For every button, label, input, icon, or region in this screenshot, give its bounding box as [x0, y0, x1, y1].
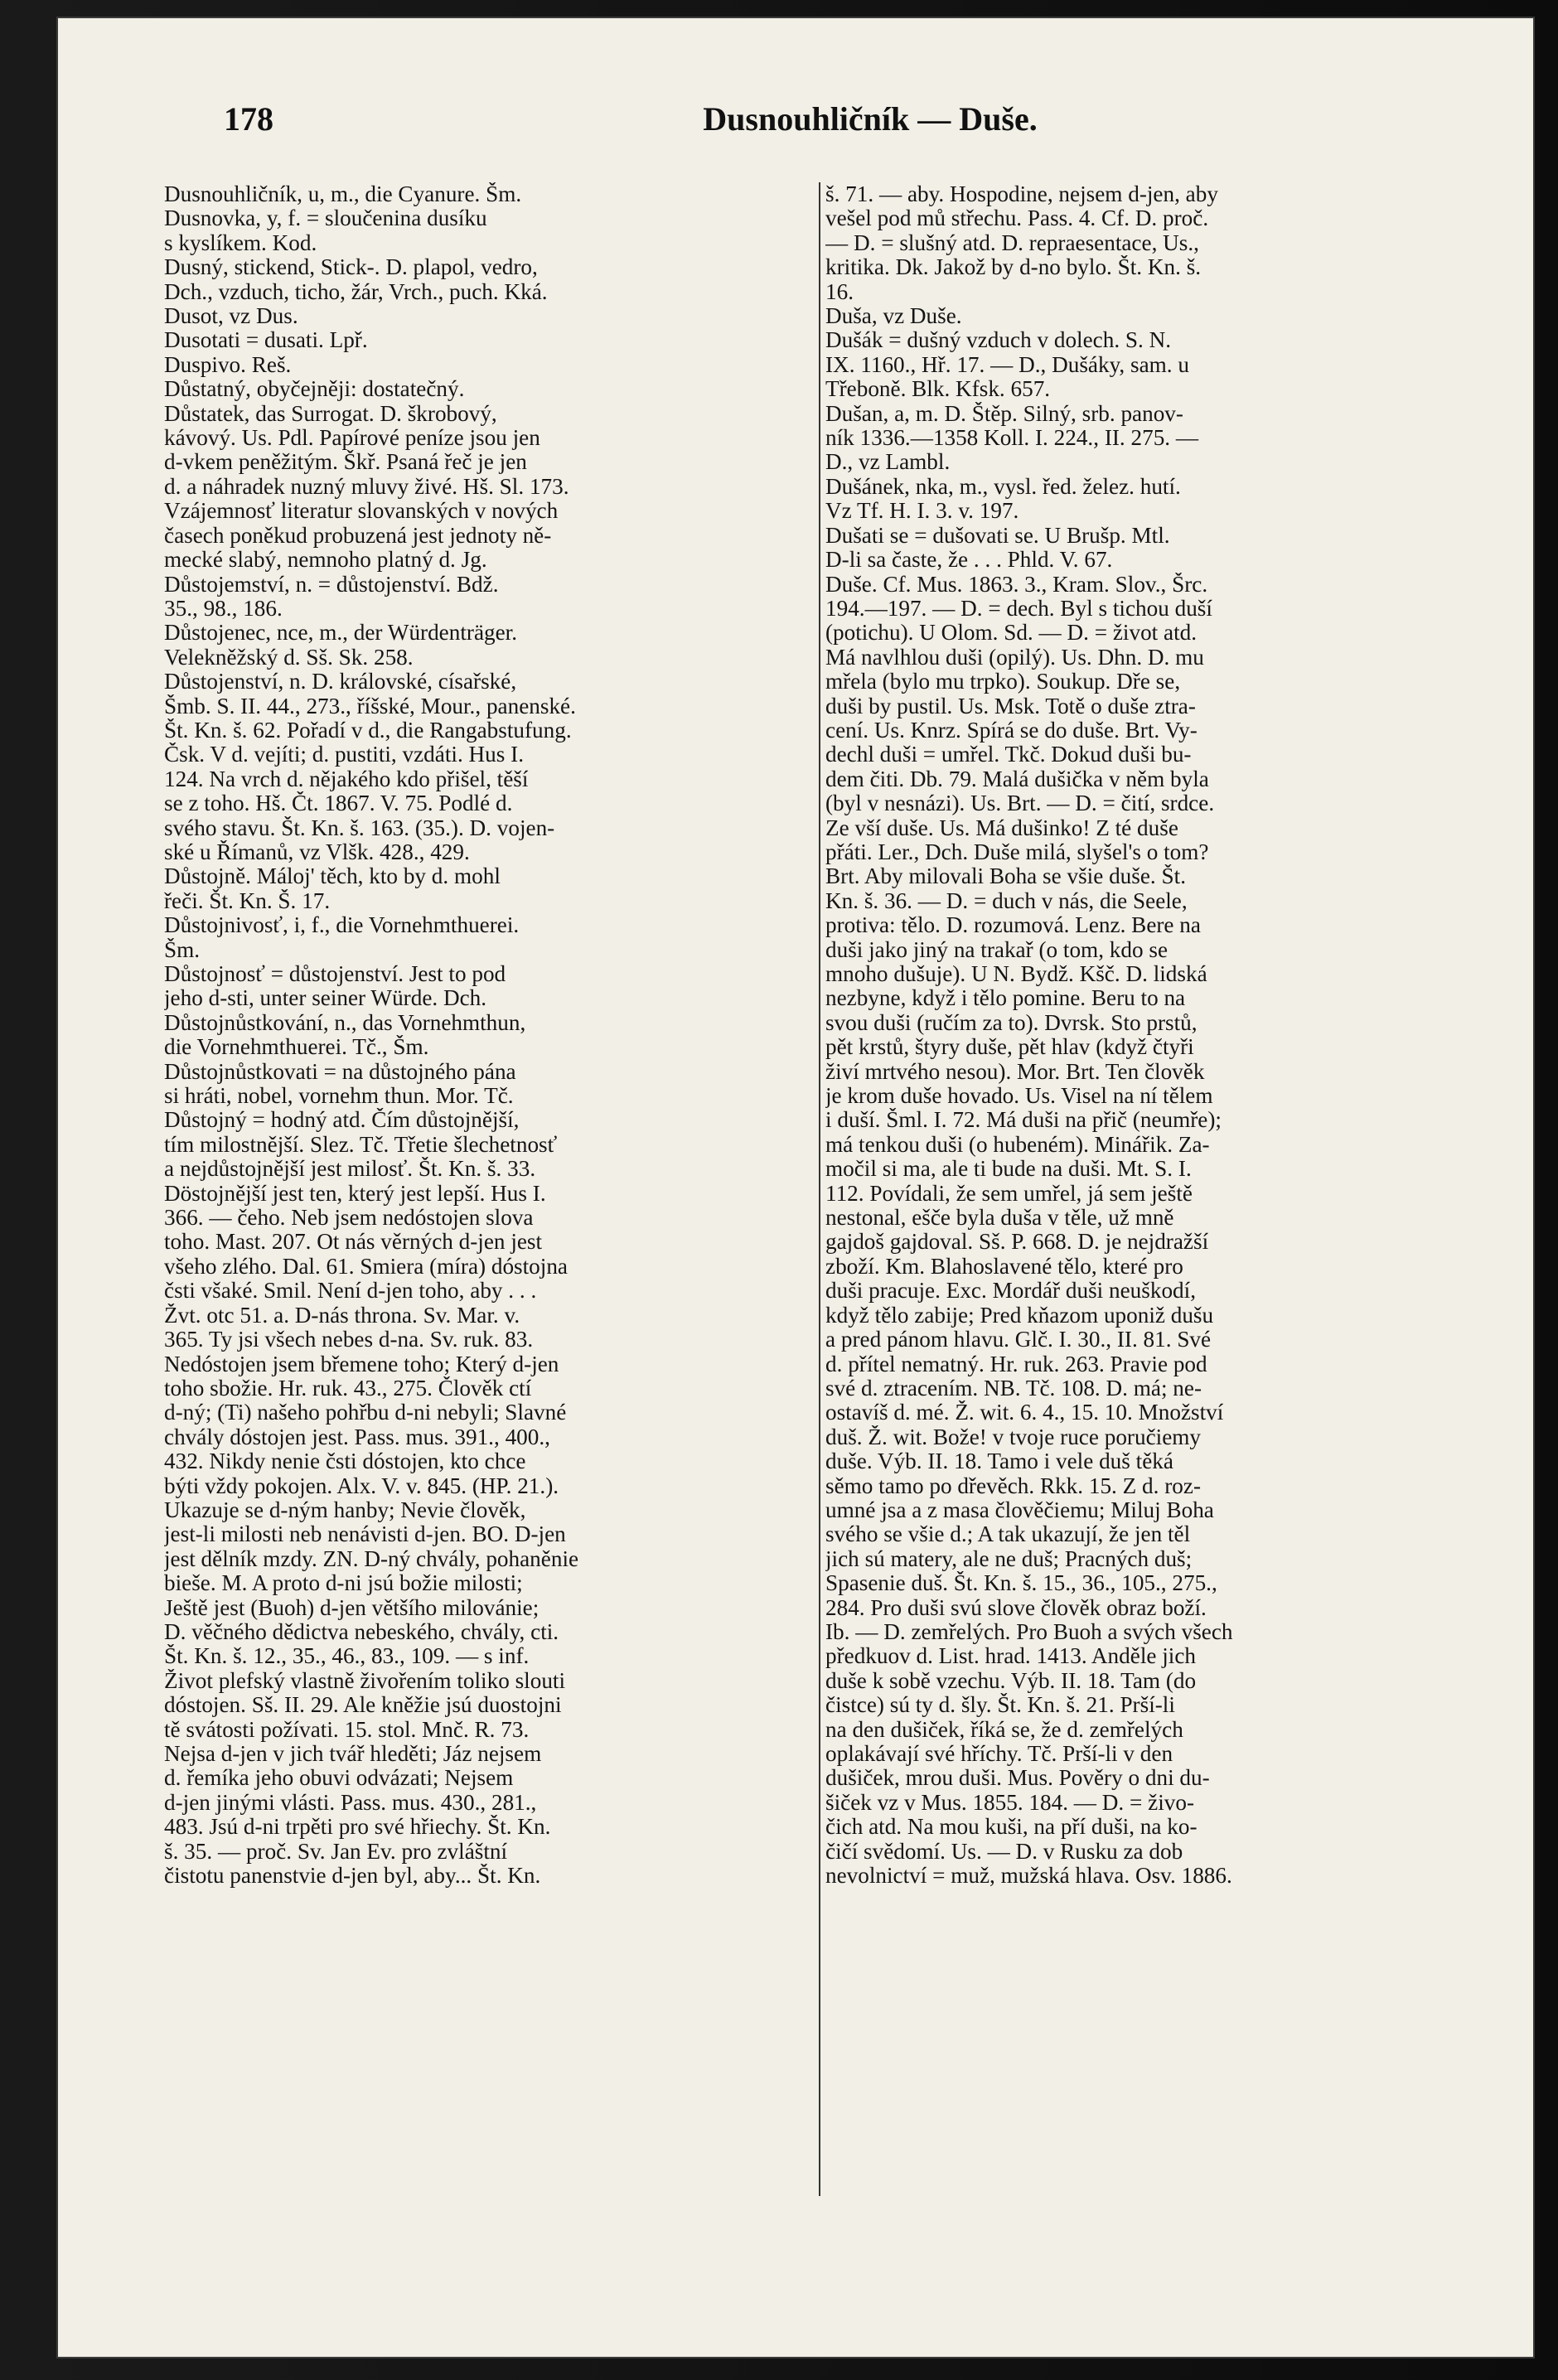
left-column-line: Dusný, stickend, Stick-. D. plapol, vedro, — [164, 255, 538, 280]
left-column-line: jeho d-sti, unter seiner Würde. Dch. — [164, 986, 487, 1011]
left-column-line: jest dělník mzdy. ZN. D-ný chvály, pohaněnie — [164, 1546, 579, 1571]
right-column-line: D-li sa časte, že . . . Phld. V. 67. — [825, 548, 1113, 573]
left-column-line: d. a náhradek nuzný mluvy živé. Hš. Sl. 173. — [164, 474, 569, 499]
left-column-line: Ukazuje se d-ným hanby; Nevie člověk, — [164, 1497, 526, 1522]
right-column-line: Dušánek, nka, m., vysl. řed. želez. hutí. — [825, 474, 1181, 499]
right-column-line: 194.—197. — D. = dech. Byl s tichou duší — [825, 596, 1212, 621]
left-column-line: Dusnouhličník, u, m., die Cyanure. Šm. — [164, 182, 522, 206]
right-column-line: duše k sobě vzechu. Výb. II. 18. Tam (do — [825, 1668, 1197, 1693]
right-column-line: (byl v nesnázi). Us. Brt. — D. = čití, srdce. — [825, 791, 1215, 816]
right-column-line: sěmo tamo po dřevěch. Rkk. 15. Z d. roz- — [825, 1473, 1202, 1498]
left-column-line: d-vkem peněžitým. Škř. Psaná řeč je jen — [164, 450, 527, 475]
left-column-line: d-jen jinými vlásti. Pass. mus. 430., 281., — [164, 1790, 537, 1815]
left-column-line: š. 35. — proč. Sv. Jan Ev. pro zvláštní — [164, 1839, 508, 1864]
left-column-line: kávový. Us. Pdl. Papírové peníze jsou jen — [164, 426, 540, 451]
left-column-line: Dusot, vz Dus. — [164, 304, 298, 329]
left-column-line: Dusotati = dusati. Lpř. — [164, 328, 368, 353]
right-column-line: d. přítel nematný. Hr. ruk. 263. Pravie pod — [825, 1352, 1207, 1376]
left-column-line: Vzájemnosť literatur slovanských v nových — [164, 499, 559, 524]
left-column-line: Důstojnůstkovati = na důstojného pána — [164, 1059, 516, 1084]
left-column-line: a nejdůstojnější jest milosť. Št. Kn. š. 33. — [164, 1157, 536, 1182]
right-column-line: duš. Ž. wit. Bože! v tvoje ruce poručiemy — [825, 1425, 1202, 1449]
left-column-line: svého stavu. Št. Kn. š. 163. (35.). D. vojen- — [164, 815, 555, 840]
left-column-line: Důstojnosť = důstojenství. Jest to pod — [164, 962, 506, 986]
right-column-line: přáti. Ler., Dch. Duše milá, slyšel's o tom? — [825, 839, 1209, 864]
left-column-line: Důstojenec, nce, m., der Würdenträger. — [164, 621, 518, 646]
right-column-line: Ib. — D. zemřelých. Pro Buoh a svých všech — [825, 1619, 1233, 1644]
left-column-line: Št. Kn. š. 12., 35., 46., 83., 109. — s inf. — [164, 1644, 530, 1669]
right-column-line: má tenkou duši (o hubeném). Minářik. Za- — [825, 1132, 1210, 1157]
right-column-line: šiček vz v Mus. 1855. 184. — D. = živo- — [825, 1790, 1194, 1815]
right-column-line: pět krstů, štyry duše, pět hlav (když čtyři — [825, 1035, 1194, 1060]
right-column-line: Dušati se = dušovati se. U Brušp. Mtl. — [825, 523, 1170, 548]
right-column-line: 112. Povídali, že sem umřel, já sem ještě — [825, 1181, 1193, 1206]
left-column-line: Důstojný = hodný atd. Čím důstojnější, — [164, 1108, 520, 1133]
right-column-line: gajdoš gajdoval. Sš. P. 668. D. je nejdražší — [825, 1230, 1209, 1255]
right-column-line: Má navlhlou duši (opilý). Us. Dhn. D. mu — [825, 645, 1204, 670]
left-column-line: tím milostnější. Slez. Tč. Třetie šlechetnosť — [164, 1132, 558, 1157]
right-column-line: Duša, vz Duše. — [825, 304, 962, 329]
right-column — [825, 182, 1414, 1888]
left-column-line: Döstojnější jest ten, který jest lepší. Hus I. — [164, 1181, 546, 1206]
right-column-line: duši pracuje. Exc. Mordář duši neuškodí, — [825, 1279, 1196, 1304]
right-column-line: čičí svědomí. Us. — D. v Rusku za dob — [825, 1839, 1183, 1864]
right-column-line: (potichu). U Olom. Sd. — D. = život atd. — [825, 621, 1198, 646]
right-column-line: ostavíš d. mé. Ž. wit. 6. 4., 15. 10. Množství — [825, 1400, 1224, 1425]
right-column-line: je krom duše hovado. Us. Visel na ní tělem — [825, 1084, 1213, 1109]
left-column-line: d-ný; (Ti) našeho pohřbu d-ni nebyli; Slavné — [164, 1400, 567, 1425]
right-column-line: Dušan, a, m. D. Štěp. Silný, srb. panov- — [825, 401, 1183, 426]
left-column-line: čsti všaké. Smil. Není d-jen toho, aby . . . — [164, 1279, 537, 1304]
left-column-line: d. řemíka jeho obuvi odvázati; Nejsem — [164, 1766, 514, 1791]
right-column-line: Duše. Cf. Mus. 1863. 3., Kram. Slov., Šrc. — [825, 572, 1208, 597]
right-column-line: nevolnictví = muž, mužská hlava. Osv. 1886. — [825, 1864, 1232, 1889]
left-column-line: ské u Římanů, vz Vlšk. 428., 429. — [164, 839, 470, 864]
left-column-line: jest-li milosti neb nenávisti d-jen. BO. D-jen — [164, 1522, 566, 1547]
left-column-line: se z toho. Hš. Čt. 1867. V. 75. Podlé d. — [164, 791, 513, 816]
right-column-line: ník 1336.—1358 Koll. I. 224., II. 275. — — [825, 426, 1199, 451]
right-column-line: nezbyne, když i tělo pomine. Beru to na — [825, 986, 1186, 1011]
left-column-line: Duspivo. Reš. — [164, 352, 292, 377]
page-number: 178 — [224, 100, 273, 138]
right-column-line: Dušák = dušný vzduch v dolech. S. N. — [825, 328, 1172, 353]
left-column-line: Čsk. V d. vejíti; d. pustiti, vzdáti. Hus I. — [164, 743, 525, 767]
left-column-line: 432. Nikdy nenie čsti dóstojen, kto chce — [164, 1449, 526, 1474]
left-column-line: Důstojenství, n. D. královské, císařské, — [164, 670, 517, 694]
left-column-line: Důstojně. Máloj' těch, kto by d. mohl — [164, 864, 501, 889]
left-column-line: s kyslíkem. Kod. — [164, 230, 317, 255]
right-column-line: 284. Pro duši svú slove člověk obraz boží. — [825, 1595, 1207, 1620]
left-column-line: toho sbožie. Hr. ruk. 43., 275. Člověk ctí — [164, 1376, 532, 1400]
left-column-line: tě svátosti požívati. 15. stol. Mnč. R. 73. — [164, 1717, 530, 1742]
left-column — [164, 182, 815, 1888]
left-column-line: Nejsa d-jen v jich tvář hleděti; Jáz nejsem — [164, 1742, 542, 1766]
left-column-line: 35., 98., 186. — [164, 596, 283, 621]
left-column-line: Nedóstojen jsem břemene toho; Který d-jen — [164, 1352, 559, 1376]
left-column-line: Život plefský vlastně živořením toliko slouti — [164, 1668, 566, 1693]
left-column-line: Důstojnůstkování, n., das Vornehmthun, — [164, 1010, 526, 1035]
right-column-line: vešel pod mů střechu. Pass. 4. Cf. D. proč. — [825, 206, 1209, 231]
left-column-line: dóstojen. Sš. II. 29. Ale kněžie jsú duostojni — [164, 1693, 562, 1718]
left-column-line: Dch., vzduch, ticho, žár, Vrch., puch. Kká. — [164, 279, 548, 304]
right-column-line: Spasenie duš. Št. Kn. š. 15., 36., 105., 275., — [825, 1571, 1217, 1596]
left-column-line: mecké slabý, nemnoho platný d. Jg. — [164, 548, 487, 573]
left-column-line: Důstojemství, n. = důstojenství. Bdž. — [164, 572, 499, 597]
right-column-line: Ze vší duše. Us. Má dušinko! Z té duše — [825, 815, 1178, 840]
left-column-line: 124. Na vrch d. nějakého kdo přišel, těší — [164, 767, 529, 791]
right-column-line: duši by pustil. Us. Msk. Totě o duše ztra- — [825, 694, 1196, 718]
right-column-line: zboží. Km. Blahoslavené tělo, které pro — [825, 1254, 1183, 1279]
right-column-line: D., vz Lambl. — [825, 450, 951, 475]
right-column-line: Kn. š. 36. — D. = duch v nás, die Seele, — [825, 888, 1188, 913]
right-column-line: jich sú matery, ale ne duš; Pracných duš; — [825, 1546, 1193, 1571]
right-column-line: čistce) sú ty d. šly. Št. Kn. š. 21. Prší-li — [825, 1693, 1175, 1718]
right-column-line: š. 71. — aby. Hospodine, nejsem d-jen, aby — [825, 182, 1218, 206]
right-column-line: i duší. Šml. I. 72. Má duši na přič (neumře); — [825, 1108, 1222, 1133]
left-column-line: Důstojnivosť, i, f., die Vornehmthuerei. — [164, 913, 520, 938]
right-column-line: Brt. Aby milovali Boha se všie duše. Št. — [825, 864, 1186, 889]
right-column-line: mnoho dušuje). U N. Bydž. Kšč. D. lidská — [825, 962, 1207, 986]
running-head: Dusnouhličník — Duše. — [703, 100, 1038, 138]
right-column-line: cení. Us. Knrz. Spírá se do duše. Brt. Vy- — [825, 718, 1198, 743]
right-column-line: duši jako jiný na trakař (o tom, kdo se — [825, 937, 1168, 962]
left-column-line: Důstatek, das Surrogat. D. škrobový, — [164, 401, 497, 426]
left-column-line: časech poněkud probuzená jest jednoty ně- — [164, 523, 552, 548]
right-column-line: svou duši (ručím za to). Dvrsk. Sto prstů, — [825, 1010, 1198, 1035]
left-column-line: Důstatný, obyčejněji: dostatečný. — [164, 377, 465, 402]
right-column-line: čich atd. Na mou kuši, na pří duši, na ko- — [825, 1815, 1198, 1840]
right-column-line: Třeboně. Blk. Kfsk. 657. — [825, 377, 1051, 402]
left-column-line: Šm. — [164, 937, 201, 962]
right-column-line: dem čiti. Db. 79. Malá dušička v něm byla — [825, 767, 1209, 791]
right-column-line: dušiček, mrou duši. Mus. Pověry o dni du- — [825, 1766, 1210, 1791]
left-column-line: Dusnovka, y, f. = sloučenina dusíku — [164, 206, 487, 231]
right-column-line: mřela (bylo mu trpko). Soukup. Dře se, — [825, 670, 1181, 694]
right-column-line: močil si ma, ale ti bude na duši. Mt. S. I. — [825, 1157, 1192, 1182]
right-column-line: a pred pánom hlavu. Glč. I. 30., II. 81. Své — [825, 1328, 1212, 1352]
right-column-line: 16. — [825, 279, 854, 304]
left-column-line: die Vornehmthuerei. Tč., Šm. — [164, 1035, 429, 1060]
column-divider — [819, 182, 820, 2196]
right-column-line: protiva: tělo. D. rozumová. Lenz. Bere na — [825, 913, 1201, 938]
left-column-line: řeči. Št. Kn. Š. 17. — [164, 888, 331, 913]
right-column-line: své d. ztracením. NB. Tč. 108. D. má; ne- — [825, 1376, 1202, 1400]
right-column-line: duše. Výb. II. 18. Tamo i vele duš těká — [825, 1449, 1173, 1474]
right-column-line: na den dušiček, říká se, že d. zemřelých — [825, 1717, 1183, 1742]
left-column-line: 366. — čeho. Neb jsem nedóstojen slova — [164, 1206, 534, 1231]
right-column-line: nestonal, ešče byla duša v těle, už mně — [825, 1206, 1174, 1231]
right-column-line: — D. = slušný atd. D. repraesentace, Us., — [825, 230, 1199, 255]
left-column-line: čistotu panenstvie d-jen byl, aby... Št. Kn. — [164, 1864, 541, 1889]
left-column-line: 483. Jsú d-ni trpěti pro své hřiechy. Št. Kn. — [164, 1815, 551, 1840]
right-column-line: když tělo zabije; Pred kňazom uponiž dušu — [825, 1303, 1214, 1328]
left-column-line: býti vždy pokojen. Alx. V. v. 845. (HP. 21.). — [164, 1473, 559, 1498]
left-column-line: toho. Mast. 207. Ot nás věrných d-jen jest — [164, 1230, 543, 1255]
left-column-line: si hráti, nobel, vornehm thun. Mor. Tč. — [164, 1084, 514, 1109]
left-column-line: Žvt. otc 51. a. D-nás throna. Sv. Mar. v. — [164, 1303, 520, 1328]
right-column-line: dechl duši = umřel. Tkč. Dokud duši bu- — [825, 743, 1192, 767]
left-column-line: Št. Kn. š. 62. Pořadí v d., die Rangabstufung. — [164, 718, 572, 743]
right-column-line: IX. 1160., Hř. 17. — D., Dušáky, sam. u — [825, 352, 1189, 377]
left-column-line: Šmb. S. II. 44., 273., říšské, Mour., panenské. — [164, 694, 576, 718]
left-column-line: 365. Ty jsi všech nebes d-na. Sv. ruk. 83. — [164, 1328, 534, 1352]
right-column-line: oplakávají své hříchy. Tč. Prší-li v den — [825, 1742, 1173, 1766]
right-column-line: svého se všie d.; A tak ukazují, že jen těl — [825, 1522, 1191, 1547]
right-column-line: Vz Tf. H. I. 3. v. 197. — [825, 499, 1019, 524]
left-column-line: D. věčného dědictva nebeského, chvály, cti. — [164, 1619, 559, 1644]
right-column-line: kritika. Dk. Jakož by d-no bylo. Št. Kn. š. — [825, 255, 1202, 280]
left-column-line: chvály dóstojen jest. Pass. mus. 391., 400., — [164, 1425, 550, 1449]
left-column-line: bieše. M. A proto d-ni jsú božie milosti; — [164, 1571, 523, 1596]
left-column-line: všeho zlého. Dal. 61. Smiera (míra) dóstojna — [164, 1254, 568, 1279]
right-column-line: umné jsa a z masa člověčiemu; Miluj Boha — [825, 1497, 1214, 1522]
right-column-line: živí mrtvého nesou). Mor. Brt. Ten člověk — [825, 1059, 1205, 1084]
left-column-line: Ještě jest (Buoh) d-jen většího milovánie; — [164, 1595, 539, 1620]
right-column-line: předkuov d. List. hrad. 1413. Anděle jich — [825, 1644, 1197, 1669]
left-column-line: Velekněžský d. Sš. Sk. 258. — [164, 645, 414, 670]
